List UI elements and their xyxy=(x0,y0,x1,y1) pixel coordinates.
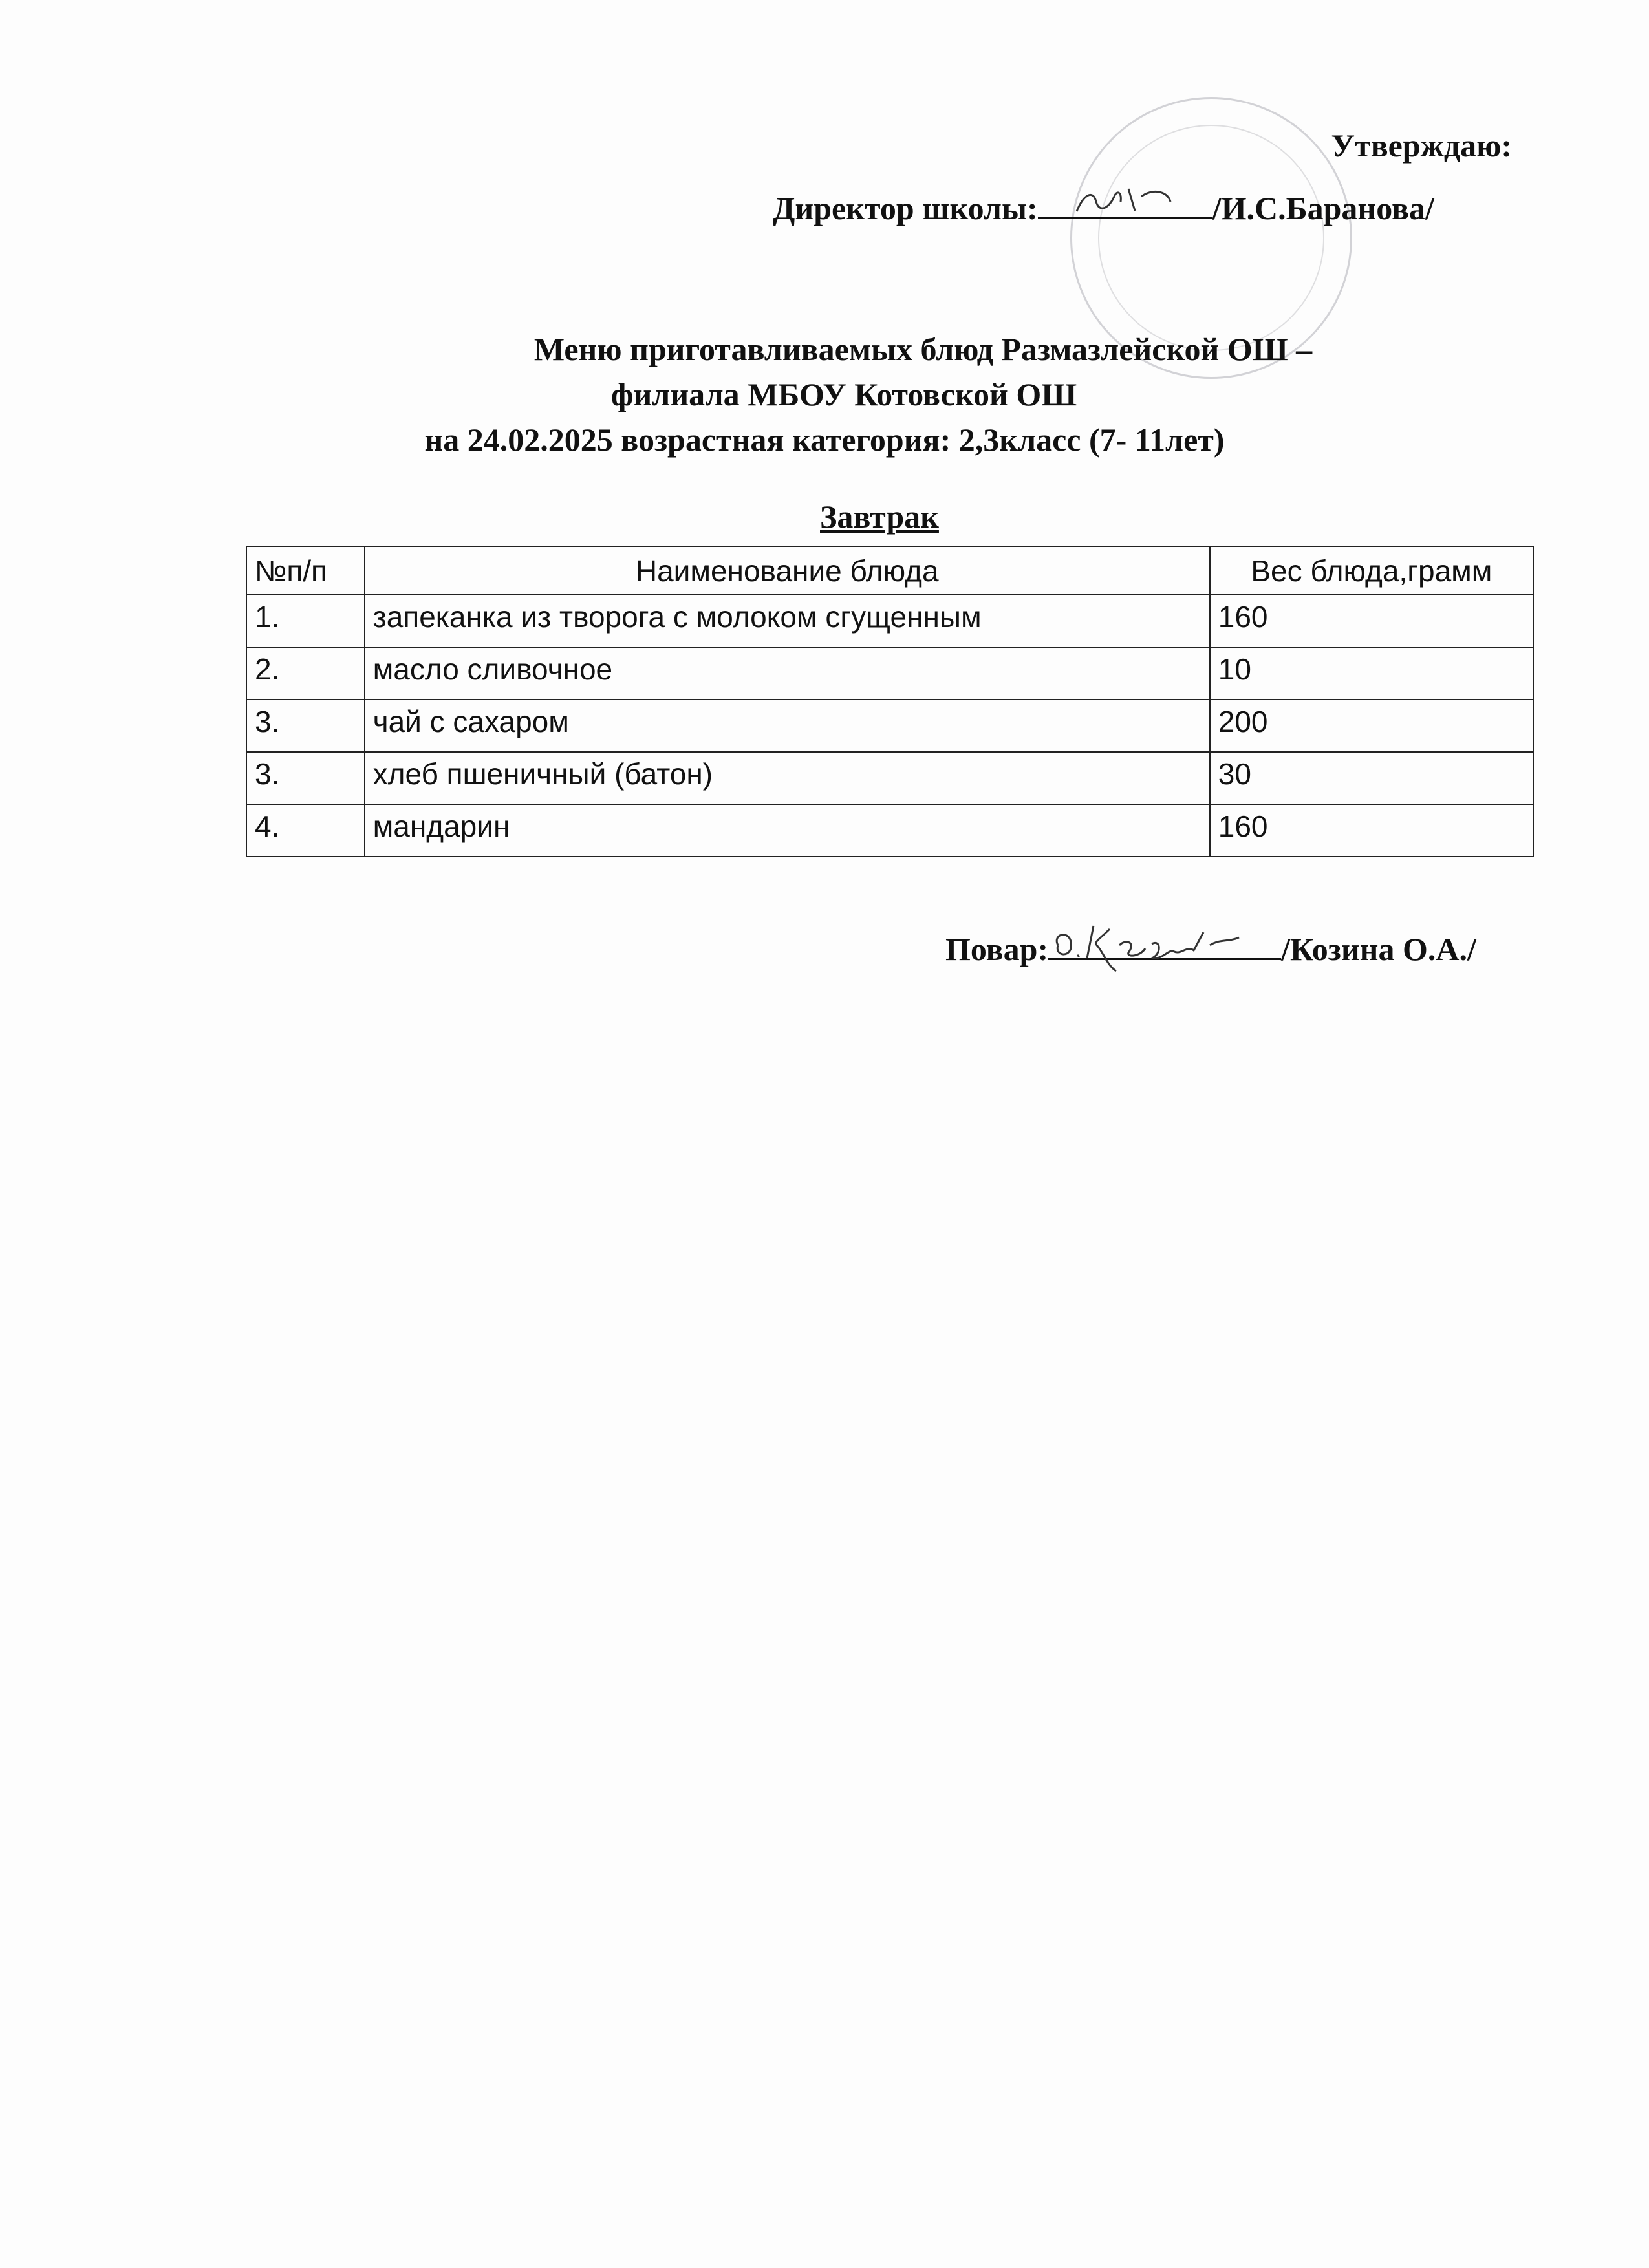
director-signature xyxy=(1038,185,1212,219)
cook-label: Повар: xyxy=(945,931,1049,967)
table-row xyxy=(246,804,1533,857)
dish-weight: 160 xyxy=(1210,804,1533,857)
dish-name: запеканка из творога с молоком сгущенным xyxy=(365,595,1210,647)
dish-name: чай с сахаром xyxy=(365,700,1210,752)
table-row xyxy=(246,752,1533,804)
dish-name: хлеб пшеничный (батон) xyxy=(365,752,1210,804)
table-header-row xyxy=(246,546,1533,595)
dish-weight: 10 xyxy=(1210,647,1533,700)
table-row xyxy=(246,647,1533,700)
row-number: 2. xyxy=(246,647,365,700)
approve-label: Утверждаю: xyxy=(1331,127,1512,164)
row-number: 4. xyxy=(246,804,365,857)
menu-table xyxy=(246,546,1534,857)
title-line-1: Меню приготавливаемых блюд Размазлейской ОШ – xyxy=(534,331,1313,367)
menu-title xyxy=(0,326,1649,462)
director-name: /И.С.Баранова/ xyxy=(1212,190,1434,226)
row-number: 1. xyxy=(246,595,365,647)
dish-name: масло сливочное xyxy=(365,647,1210,700)
row-number: 3. xyxy=(246,752,365,804)
row-number: 3. xyxy=(246,700,365,752)
header-dish-name: Наименование блюда xyxy=(365,546,1210,595)
title-line-3: на 24.02.2025 возрастная категория: 2,3класс (7- 11лет) xyxy=(424,422,1225,458)
director-signature-line xyxy=(773,185,1434,227)
dish-weight: 30 xyxy=(1210,752,1533,804)
meal-heading: Завтрак xyxy=(820,498,939,535)
dish-name: мандарин xyxy=(365,804,1210,857)
table-row xyxy=(246,700,1533,752)
cook-signature xyxy=(1048,926,1281,960)
table-row xyxy=(246,595,1533,647)
dish-weight: 160 xyxy=(1210,595,1533,647)
title-line-2: филиала МБОУ Котовской ОШ xyxy=(610,376,1077,412)
director-label: Директор школы: xyxy=(773,190,1038,226)
header-number: №п/п xyxy=(246,546,365,595)
dish-weight: 200 xyxy=(1210,700,1533,752)
header-weight: Вес блюда,грамм xyxy=(1210,546,1533,595)
cook-name: /Козина О.А./ xyxy=(1281,931,1476,967)
cook-signature-line xyxy=(945,926,1476,968)
